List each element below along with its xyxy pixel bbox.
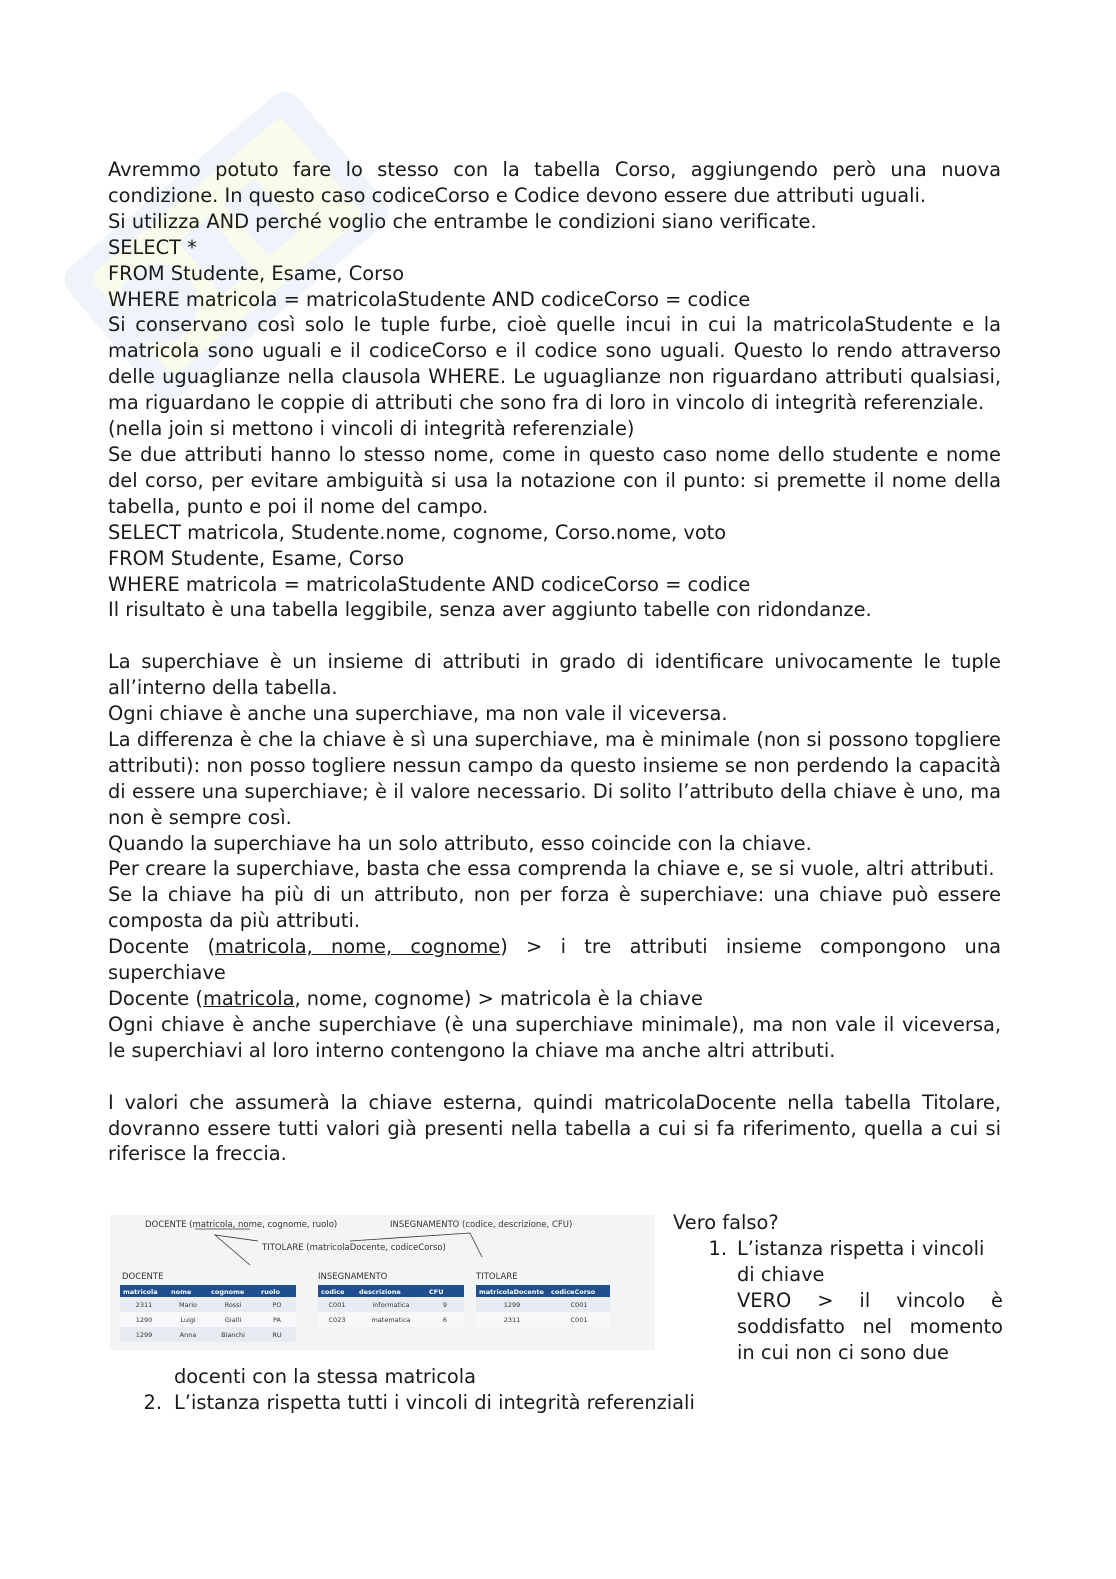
schema-titolare: TITOLARE (matricolaDocente, codiceCorso) — [262, 1243, 446, 1253]
table-cell: C001 — [570, 1301, 588, 1309]
table-cell: RU — [272, 1331, 282, 1339]
paragraph: Si conservano così solo le tuple furbe, cioè quelle incui in cui la matricolaStudente e la matricola sono uguali e il codiceCorso e il codice sono uguali. Questo lo rendo attraverso delle uguaglianze nella clausola WHERE. Le uguaglianze non riguardano attributi qualsiasi, ma riguardano le coppie di attributi che sono fra di loro in vincolo di integrità referenziale. — [108, 313, 1001, 415]
table-header-cell: matricolaDocente — [479, 1288, 544, 1296]
schema-figure — [110, 1215, 655, 1350]
sql-where: WHERE matricola = matricolaStudente AND codiceCorso = codice — [108, 572, 751, 596]
table-docente — [120, 1285, 296, 1342]
text-span: Docente ( — [108, 935, 216, 959]
table-cell: informatica — [372, 1301, 410, 1309]
table-header-cell: cognome — [211, 1288, 245, 1296]
table-cell: 6 — [442, 1316, 448, 1324]
paragraph: Avremmo potuto fare lo stesso con la tabella Corso, aggiungendo però una nuova condizione. In questo caso codiceCorso e Codice devono essere due attributi uguali. — [108, 158, 1001, 207]
quiz-title: Vero falso? — [673, 1211, 779, 1234]
text-span: , nome, cognome) > matricola è la chiave — [294, 986, 703, 1010]
table-header-cell: matricola — [123, 1288, 158, 1296]
table-header-cell: descrizione — [359, 1288, 401, 1296]
document-body — [108, 157, 1001, 1167]
paragraph: Il risultato è una tabella leggibile, senza aver aggiunto tabelle con ridondanze. — [108, 598, 872, 622]
quiz-question: L’istanza rispetta i vincoli di chiave — [737, 1236, 985, 1286]
table-cell: Anna — [179, 1331, 197, 1339]
table-header-cell: ruolo — [261, 1288, 280, 1296]
sql-from: FROM Studente, Esame, Corso — [108, 546, 405, 570]
table-row — [476, 1312, 610, 1327]
table-cell: Bianchi — [221, 1331, 245, 1339]
paragraph-superkey-example — [108, 934, 1001, 986]
table-cell: PO — [272, 1301, 282, 1309]
table-cell: PA — [273, 1316, 281, 1324]
list-number: 2. — [143, 1391, 162, 1414]
table-cell: 1299 — [503, 1301, 521, 1309]
paragraph: La differenza è che la chiave è sì una superchiave, ma è minimale (non si possono topgliere attributi): non posso togliere nessun campo da questo insieme se non perdendo la capacità di essere una superchiave; è il valore necessario. Di solito l’attributo della chiave è uno, ma non è sempre così. — [108, 727, 1001, 829]
table-cell: matematica — [371, 1316, 411, 1324]
paragraph: Per creare la superchiave, basta che essa comprenda la chiave e, se si vuole, altri attributi. — [108, 857, 995, 881]
sql-select: SELECT matricola, Studente.nome, cognome, Corso.nome, voto — [108, 520, 727, 544]
paragraph: La superchiave è un insieme di attributi in grado di identificare univocamente le tuple all’interno della tabella. — [108, 650, 1001, 700]
paragraph: (nella join si mettono i vincoli di integrità referenziale) — [108, 417, 635, 441]
table-cell: 1290 — [135, 1316, 153, 1324]
table-cell: Rossi — [224, 1301, 242, 1309]
text-span: Docente ( — [108, 986, 203, 1010]
paragraph-key-example — [108, 986, 1001, 1012]
sql-from: FROM Studente, Esame, Corso — [108, 261, 405, 285]
table-cell: 1299 — [135, 1331, 153, 1339]
list-item — [673, 1236, 1003, 1366]
underlined-key: matricola, nome, cognome — [215, 935, 501, 959]
paragraph: Quando la superchiave ha un solo attributo, esso coincide con la chiave. — [108, 831, 812, 855]
quiz-answer: VERO > il vincolo è soddisfatto nel momento in cui non ci sono due — [737, 1288, 1003, 1364]
table-cell: 2311 — [503, 1316, 521, 1324]
paragraph: Se due attributi hanno lo stesso nome, come in questo caso nome dello studente e nome del corso, per evitare ambiguità si usa la notazione con il punto: si premette il nome della tabella, punto e poi il nome del campo. — [108, 442, 1001, 518]
underlined-key: matricola — [202, 986, 295, 1010]
paragraph: Ogni chiave è anche superchiave (è una superchiave minimale), ma non vale il viceversa, le superchiavi al loro interno contengono la chiave ma anche altri attributi. — [108, 1012, 1001, 1062]
table-cell: C023 — [328, 1316, 346, 1324]
table-cell: 9 — [442, 1301, 448, 1309]
table-row — [476, 1297, 610, 1312]
sql-select: SELECT * — [108, 235, 197, 259]
table-header-cell: CFU — [429, 1288, 444, 1296]
paragraph: Ogni chiave è anche una superchiave, ma non vale il viceversa. — [108, 702, 728, 726]
table-cell: Mario — [178, 1301, 198, 1309]
paragraph: Se la chiave ha più di un attributo, non per forza è superchiave: una chiave può essere composta da più attributi. — [108, 883, 1001, 933]
table-header-cell: codice — [321, 1288, 345, 1296]
table-cell: C001 — [570, 1316, 588, 1324]
list-item-body — [737, 1236, 1003, 1366]
list-number: 1. — [708, 1236, 727, 1260]
table-cell: 2311 — [135, 1301, 153, 1309]
paragraph: Si utilizza AND perché voglio che entrambe le condizioni siano verificate. — [108, 209, 817, 233]
quiz-answer-continued: docenti con la stessa matricola — [174, 1365, 477, 1388]
quiz-question: L’istanza rispetta tutti i vincoli di integrità referenziali — [174, 1391, 695, 1414]
paragraph: I valori che assumerà la chiave esterna, quindi matricolaDocente nella tabella Titolare, dovranno essere tutti valori già presenti nella tabella a cui si fa riferimento, quella a cui si riferisce la freccia. — [108, 1090, 1001, 1166]
list-item — [132, 1390, 695, 1416]
table-titolare — [476, 1285, 610, 1327]
table-cell: Luigi — [180, 1316, 196, 1324]
table-cell: C001 — [328, 1301, 346, 1309]
table-header-cell: codiceCorso — [551, 1288, 596, 1296]
table-title-docente: DOCENTE — [122, 1272, 164, 1282]
text-span: ) > i tre attributi insieme compongono una superchiave — [108, 935, 1001, 985]
schema-insegnamento: INSEGNAMENTO (codice, descrizione, CFU) — [390, 1220, 573, 1230]
table-header-cell: nome — [171, 1288, 192, 1296]
table-title-titolare: TITOLARE — [476, 1272, 518, 1282]
schema-docente: DOCENTE (matricola, nome, cognome, ruolo) — [145, 1220, 338, 1230]
table-title-insegnamento: INSEGNAMENTO — [318, 1272, 388, 1282]
quiz-section — [673, 1210, 1003, 1365]
table-cell: Gialli — [224, 1316, 242, 1324]
sql-where: WHERE matricola = matricolaStudente AND codiceCorso = codice — [108, 287, 751, 311]
table-insegnamento — [318, 1285, 464, 1327]
